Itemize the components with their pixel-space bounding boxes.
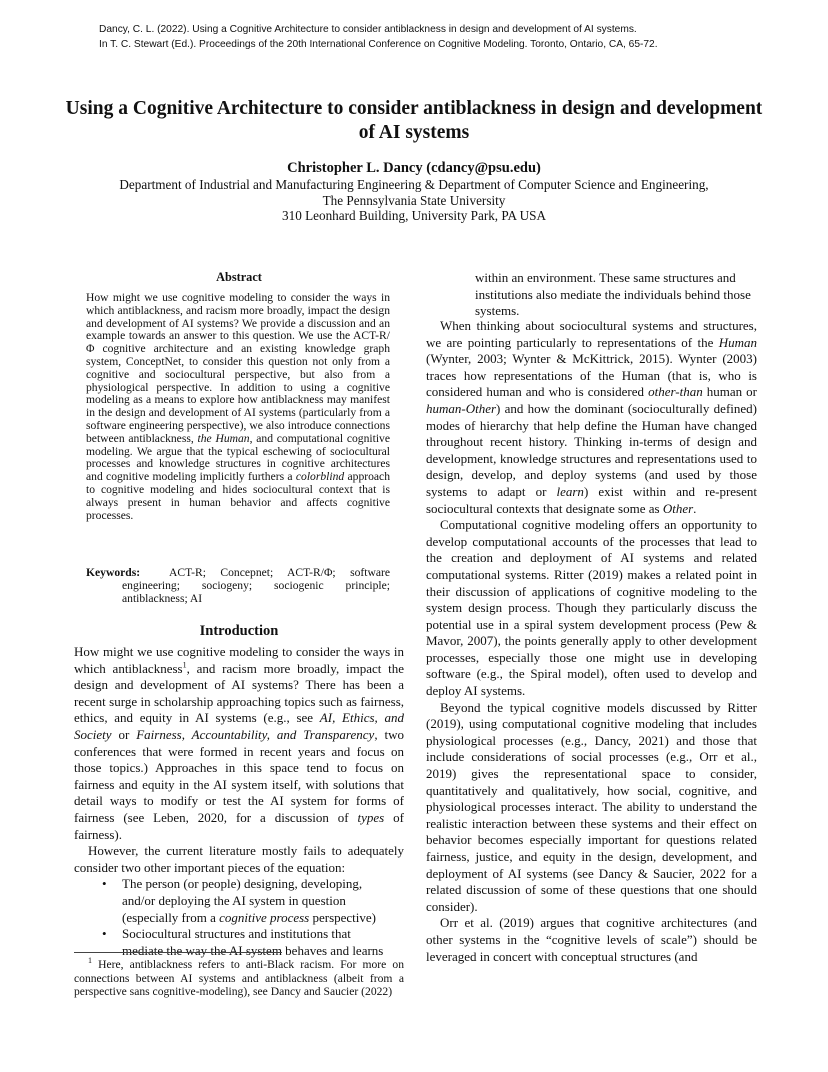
- abstract-italic-colorblind: colorblind: [295, 470, 345, 484]
- abstract-text: How might we use cognitive modeling to consider the ways in which antiblackness, and racism more broadly, impact the design and development of AI systems? We provide a discussion and an example towards an answer to this question. We use the ACT-R/Φ cognitive architecture and an existing knowledge graph system, ConceptNet, to consider this question not only from a cognitive and sociocultural perspective, but also from a physiological perspective. In addition to using a cognitive modeling as a means to explore how antiblackness may manifest in the design and development of AI systems (particularly from a software engineering perspective), we also introduce connections between antiblackness,: [86, 291, 390, 445]
- keywords: [86, 567, 390, 605]
- citation-line-1: Dancy, C. L. (2022). Using a Cognitive Architecture to consider antiblackness in design and development of AI systems.: [99, 24, 637, 35]
- text-run: The person (or people) designing, developing, and/or deploying the AI system in question (especially from a: [122, 876, 363, 925]
- bullet-continuation: within an environment. These same structures and institutions also mediate the individuals behind those systems.: [475, 270, 751, 319]
- right-paragraph-3: Beyond the typical cognitive models discussed by Ritter (2019), using computational cognitive modeling that includes physiological processes (e.g., Dancy, 2021) and those that include considerations of social processes (e.g., Orr et al., 2019) gives the representational space to consider, quantitatively and qualitatively, how social, cognitive, and physiological processes interact. The ability to understand the realistic interaction between these systems and their effect on behavior becomes especially important for questions related fairness, justice, and equity in the design, development, and deployment of AI systems (see Dancy & Saucier, 2022 for a related discussion of some of these questions that one should consider).: [426, 699, 757, 914]
- italic-run: AI, Ethics, and Society: [74, 710, 404, 742]
- text-run: or: [111, 726, 137, 742]
- text-run: , and racism more broadly, impact the design and development of AI systems? There has been a recent surge in scholarship approaching topics such as fairness, ethics, and equity in AI systems (e.g., see: [74, 660, 404, 726]
- text-run: (Wynter, 2003; Wynter & McKittrick, 2015). Wynter (2003) traces how representations of the Human (that is, who is considered human and who is considered: [426, 351, 757, 400]
- citation-line-2: In T. C. Stewart (Ed.). Proceedings of the 20th International Conference on Cognitive Modeling. Toronto, Ontario, CA, 65-72.: [99, 39, 658, 50]
- introduction-heading: Introduction: [199, 623, 279, 639]
- italic-run: Fairness, Accountability, and Transparency: [136, 726, 375, 742]
- author-line: Christopher L. Dancy (cdancy@psu.edu): [287, 160, 541, 176]
- intro-paragraph-2: However, the current literature mostly fails to adequately consider two other important pieces of the equation:: [74, 843, 404, 875]
- abstract-heading: Abstract: [216, 270, 262, 284]
- introduction-body: [74, 644, 404, 959]
- bullet-item: [74, 926, 404, 959]
- text-run: When thinking about sociocultural systems and structures, we are pointing particularly to representations of the: [426, 318, 757, 350]
- right-paragraph-4: Orr et al. (2019) argues that cognitive architectures (and other systems in the “cognitive levels of scale”) should be leveraged in concert with conceptual structures (and: [426, 915, 757, 964]
- italic-run: other-than: [648, 384, 703, 400]
- abstract-body: [86, 292, 390, 522]
- italic-run: Other: [662, 500, 694, 516]
- paper-title: [60, 97, 768, 145]
- intro-paragraph-1: [74, 644, 404, 843]
- italic-run: learn: [556, 483, 584, 499]
- bullet-icon: •: [102, 876, 107, 892]
- affiliation-line-2: The Pennsylvania State University: [322, 192, 506, 208]
- keywords-label: Keywords:: [86, 566, 141, 579]
- text-run: ) exist within and re-present sociocultural contexts that designate some as: [426, 483, 757, 516]
- bullet-item: [74, 876, 404, 926]
- italic-run: Human: [718, 334, 757, 350]
- keywords-text: ACT-R; Concepnet; ACT-R/Φ; software engineering; sociogeny; sociogenic principle; antiblackness; AI: [122, 566, 391, 605]
- right-paragraph-1: [426, 318, 757, 517]
- text-run: ) and how the dominant (socioculturally defined) modes of hierarchy that help define the Human have changed throughout recent history. Thinking in-terms of design and development, knowledge structures and representations used to design, develop, and deploy systems (and used by those systems to adapt or: [426, 400, 757, 499]
- italic-run: cognitive process: [219, 909, 310, 925]
- abstract-text: , and computational cognitive modeling. We argue that the typical eschewing of sociocultural processes and knowledge structures in cognitive architectures and cognitive modeling implicitly furthers a: [86, 431, 390, 484]
- affiliation-line-1: Department of Industrial and Manufacturing Engineering & Department of Computer Science and Engineering,: [119, 177, 709, 192]
- abstract-italic-human: the Human: [197, 431, 250, 445]
- title-line-1: Using a Cognitive Architecture to consider antiblackness in design and development: [65, 98, 763, 119]
- italic-run: human-Other: [426, 400, 497, 416]
- abstract-text: approach to cognitive modeling and hides sociocultural context that is always present in human behavior and affects cognitive processes.: [86, 470, 390, 522]
- text-run: of fairness).: [74, 809, 404, 842]
- title-line-2: of AI systems: [358, 122, 470, 143]
- text-run: .: [693, 500, 697, 516]
- intro-bullet-list: [74, 876, 404, 959]
- affiliation-line-3: 310 Leonhard Building, University Park, PA USA: [282, 208, 546, 223]
- footnote-marker: 1: [182, 660, 187, 670]
- footnote-text: Here, antiblackness refers to anti-Black racism. For more on connections between AI systems and antiblackness (albeit from a perspective sans cognitive-modeling), see Dancy and Saucier (2022): [74, 958, 404, 999]
- text-run: perspective): [309, 909, 377, 925]
- right-paragraph-2: Computational cognitive modeling offers an opportunity to develop computational accounts of the processes that lead to the creation and deployment of AI systems and related computational systems. Ritter (2019) makes a related point in their discussion of applications of cognitive modeling to the system design process. Though they particularly discuss the potential use in a spiral system development process (Pew & Mavor, 2007), the points generally apply to other development processes, especially those one might use in developing software (e.g., the Spiral model), often used to develop and deploy AI systems.: [426, 517, 757, 699]
- italic-run: types: [357, 809, 385, 825]
- right-column-body: [426, 318, 757, 965]
- text-run: Sociocultural structures and institutions that mediate the way the AI system behaves and learns: [122, 926, 384, 958]
- affiliation: [0, 177, 828, 224]
- text-run: human or: [702, 384, 757, 400]
- bullet-icon: •: [102, 926, 107, 942]
- citation-header: [99, 22, 658, 52]
- text-run: , two conferences that were formed in recent years and focus on those topics.) Approaches in this space tend to focus on fairness and equity in the AI system itself, with solutions that detail ways to modify or test the AI system for forms of fairness (see Leben, 2020, for a discussion of: [74, 726, 404, 825]
- footnote-number: 1: [88, 956, 92, 966]
- footnote-divider: [74, 952, 282, 953]
- footnote: [74, 958, 404, 999]
- text-run: How might we use cognitive modeling to consider the ways in which antiblackness: [74, 644, 404, 676]
